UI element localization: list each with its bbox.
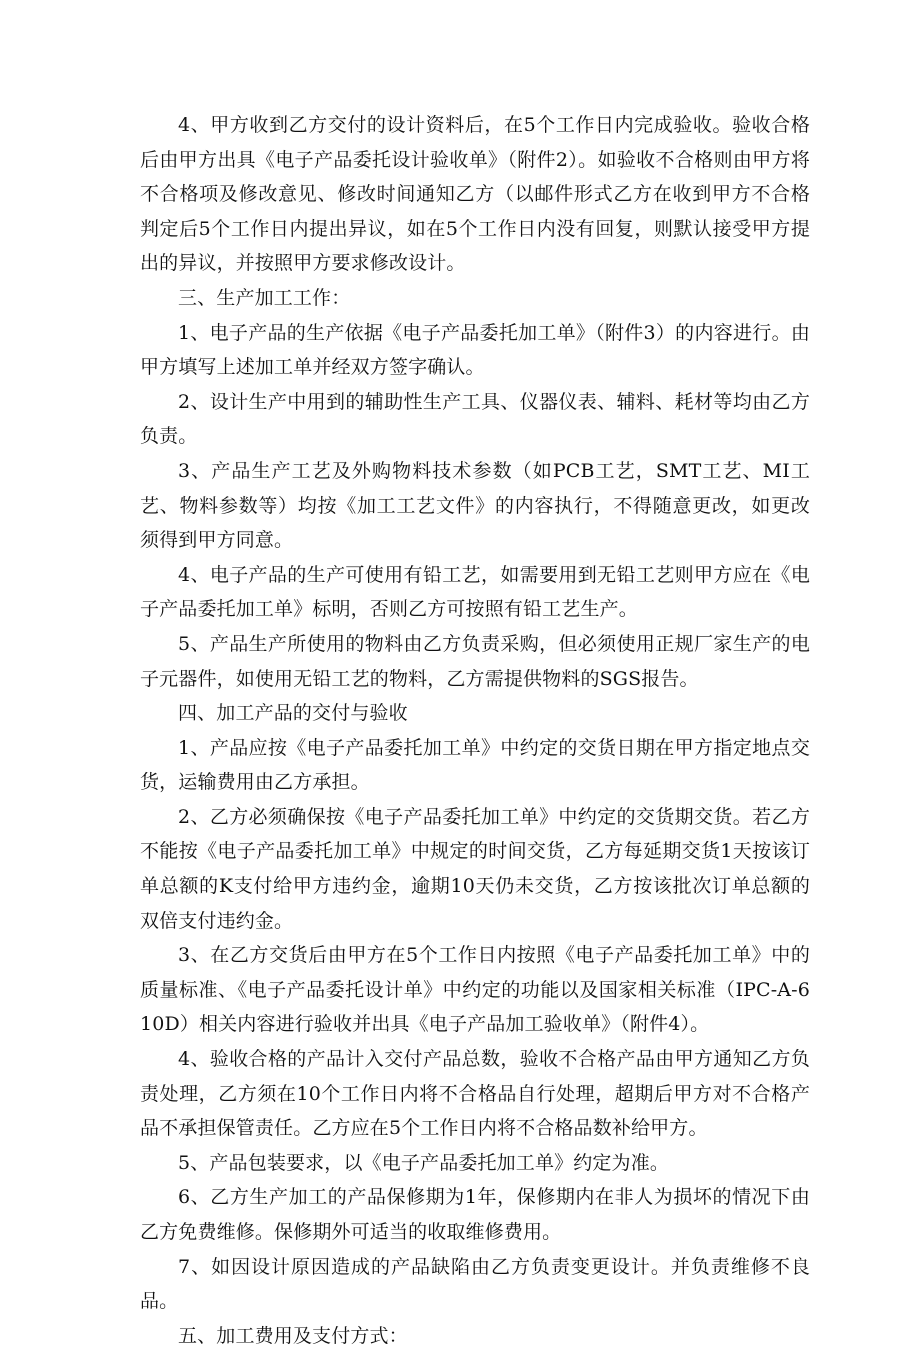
clause-product-acceptance: 3、在乙方交货后由甲方在5个工作日内按照《电子产品委托加工单》中的质量标准、《电子产品委托设计单》中约定的功能以及国家相关标准（IPC-A-610D）相关内容进行验收并出具《电子产品加工验收单》（附件4）。 (140, 944, 810, 1036)
clause-production-basis: 1、电子产品的生产依据《电子产品委托加工单》（附件3）的内容进行。由甲方填写上述加工单并经双方签字确认。 (140, 321, 810, 379)
clause-leaded-process: 4、电子产品的生产可使用有铅工艺，如需要用到无铅工艺则甲方应在《电子产品委托加工单》标明，否则乙方可按照有铅工艺生产。 (140, 563, 810, 621)
clause-process-parameters: 3、产品生产工艺及外购物料技术参数（如PCB工艺，SMT工艺、MI工艺、物料参数等）均按《加工工艺文件》的内容执行，不得随意更改，如更改须得到甲方同意。 (140, 459, 810, 552)
clause-delivery-penalty: 2、乙方必须确保按《电子产品委托加工单》中约定的交货期交货。若乙方不能按《电子产品委托加工单》中规定的时间交货，乙方每延期交货1天按该订单总额的K支付给甲方违约金，逾期10天仍未交货，乙方按该批次订单总额的双倍支付违约金。 (140, 805, 810, 932)
clause-auxiliary-tools: 2、设计生产中用到的辅助性生产工具、仪器仪表、辅料、耗材等均由乙方负责。 (140, 390, 810, 448)
clause-warranty: 6、乙方生产加工的产品保修期为1年，保修期内在非人为损坏的情况下由乙方免费维修。保修期外可适当的收取维修费用。 (140, 1186, 810, 1243)
clause-design-defects: 7、如因设计原因造成的产品缺陷由乙方负责变更设计。并负责维修不良品。 (140, 1255, 810, 1313)
contract-body (140, 108, 810, 1353)
section-heading-production: 三、生产加工工作： (178, 286, 351, 309)
clause-defective-handling: 4、验收合格的产品计入交付产品总数，验收不合格产品由甲方通知乙方负责处理，乙方须在10个工作日内将不合格品自行处理，超期后甲方对不合格产品不承担保管责任。乙方应在5个工作日内将不合格品数补给甲方。 (140, 1048, 810, 1140)
clause-design-acceptance: 4、甲方收到乙方交付的设计资料后，在5个工作日内完成验收。验收合格后由甲方出具《电子产品委托设计验收单》（附件2）。如验收不合格则由甲方将不合格项及修改意见、修改时间通知乙方（以邮件形式乙方在收到甲方不合格判定后5个工作日内提出异议，如在5个工作日内没有回复，则默认接受甲方提出的异议，并按照甲方要求修改设计。 (140, 114, 810, 275)
section-heading-payment: 五、加工费用及支付方式： (178, 1324, 408, 1347)
clause-material-procurement: 5、产品生产所使用的物料由乙方负责采购，但必须使用正规厂家生产的电子元器件，如使用无铅工艺的物料，乙方需提供物料的SGS报告。 (140, 632, 810, 690)
section-heading-delivery: 四、加工产品的交付与验收 (178, 702, 408, 725)
clause-delivery-location: 1、产品应按《电子产品委托加工单》中约定的交货日期在甲方指定地点交货，运输费用由乙方承担。 (140, 736, 810, 794)
clause-packaging: 5、产品包装要求，以《电子产品委托加工单》约定为准。 (178, 1151, 669, 1174)
